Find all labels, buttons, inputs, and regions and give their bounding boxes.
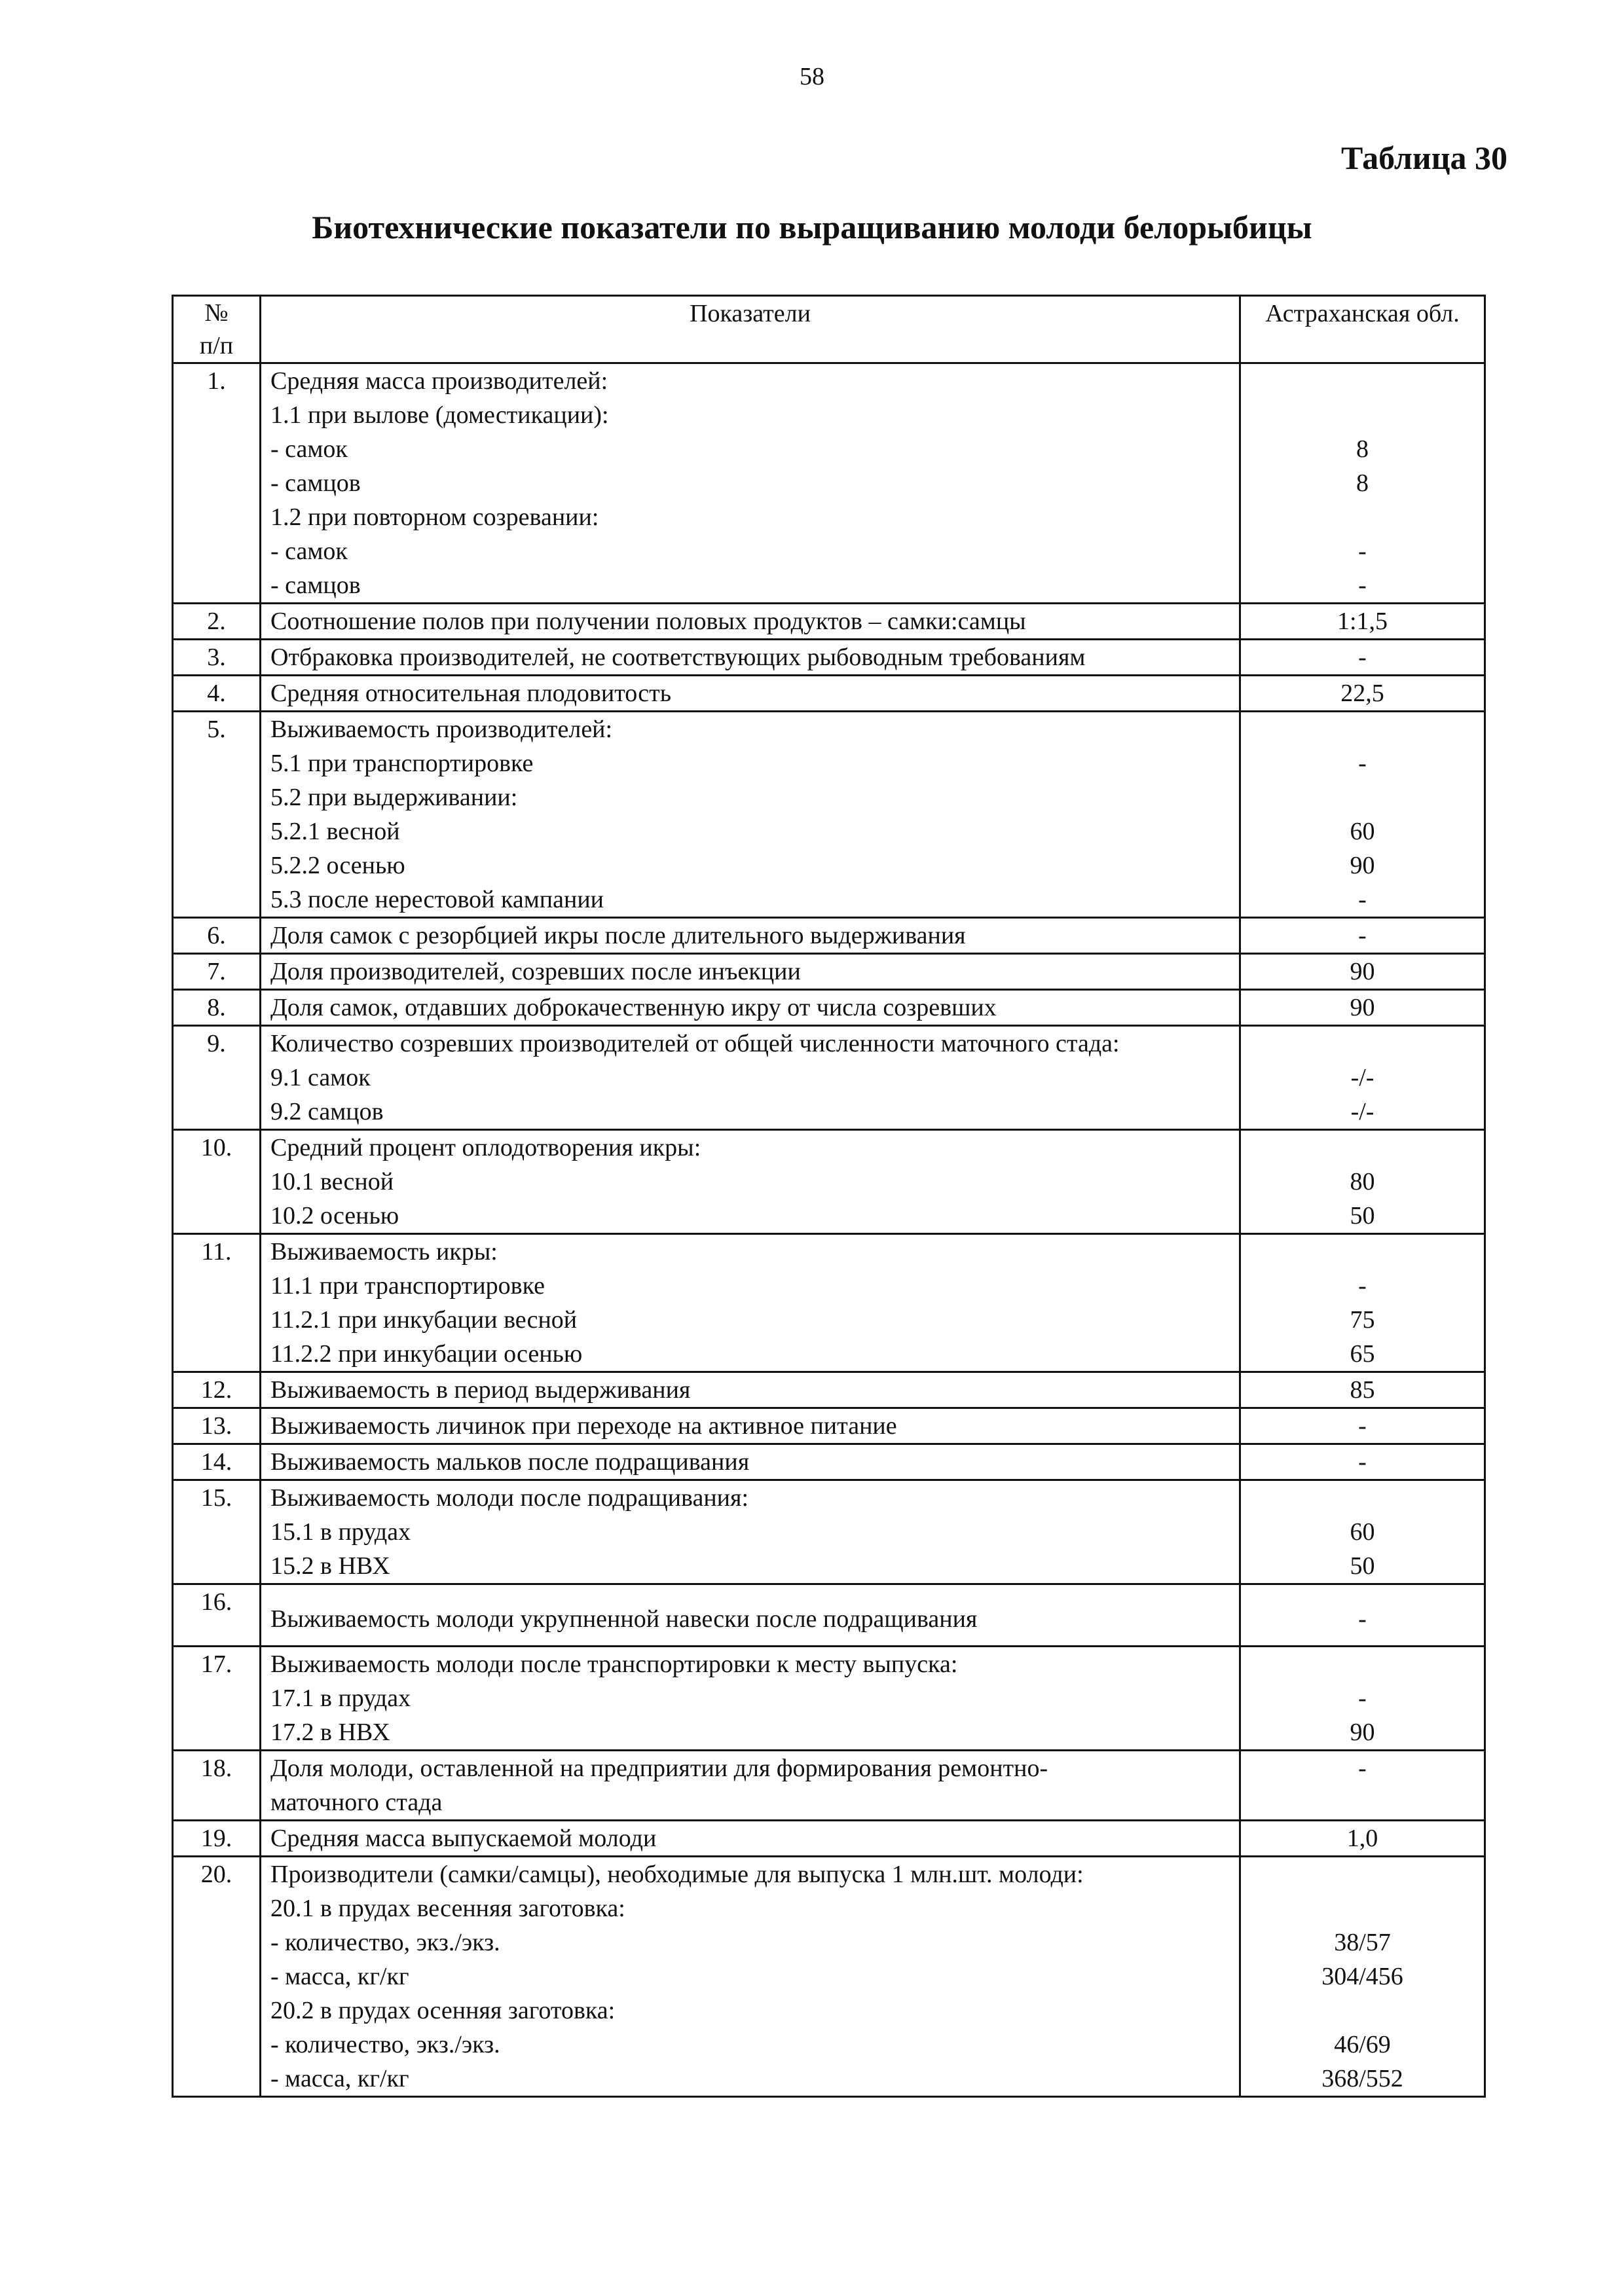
indicator-line: Доля производителей, созревших после инъекции: [270, 958, 801, 985]
value-line: [1250, 1647, 1475, 1681]
indicator-line: - масса, кг/кг: [270, 1963, 409, 1990]
indicator-line: Выживаемость молоди после подращивания:: [270, 1484, 749, 1512]
table-label: Таблица 30: [1340, 139, 1507, 176]
row-number: 20.: [173, 1857, 261, 2097]
header-indicator: Показатели: [261, 296, 1240, 363]
row-number: 4.: [173, 676, 261, 712]
page-title: Биотехнические показатели по выращиванию молоди белорыбицы: [312, 209, 1312, 246]
indicator-line: 11.1 при транспортировке: [270, 1272, 545, 1300]
value-line: 304/456: [1321, 1963, 1403, 1990]
row-indicator: [261, 676, 1240, 712]
value-line: -/-: [1350, 1064, 1375, 1091]
row-indicator: [261, 1026, 1240, 1130]
value-line: -: [1358, 538, 1367, 565]
indicator-line: Выживаемость личинок при переходе на активное питание: [270, 1412, 897, 1440]
row-number: 17.: [173, 1647, 261, 1751]
row-indicator: [261, 1751, 1240, 1821]
row-number: 5.: [173, 712, 261, 918]
value-line: -: [1358, 1448, 1367, 1476]
indicator-line: Выживаемость в период выдерживания: [270, 1376, 691, 1404]
value-line: 1,0: [1346, 1825, 1378, 1852]
indicator-line: Доля самок с резорбцией икры после длительного выдерживания: [270, 922, 966, 949]
value-line: [1250, 1891, 1475, 1925]
row-value: [1240, 1647, 1485, 1751]
table-row: [173, 1480, 1485, 1584]
value-line: 80: [1350, 1168, 1375, 1195]
value-line: -: [1358, 644, 1367, 671]
value-line: 90: [1350, 958, 1375, 985]
row-indicator: [261, 1372, 1240, 1408]
row-indicator: [261, 1584, 1240, 1647]
table-row: [173, 1130, 1485, 1234]
value-line: -: [1358, 1272, 1367, 1300]
indicator-line: 20.1 в прудах весенняя заготовка:: [270, 1895, 625, 1922]
value-line: [1250, 1027, 1475, 1061]
row-indicator: [261, 954, 1240, 990]
value-line: 368/552: [1321, 2065, 1403, 2092]
row-number: 1.: [173, 363, 261, 604]
value-line: 65: [1350, 1340, 1375, 1368]
table-row: [173, 990, 1485, 1026]
row-indicator: [261, 990, 1240, 1026]
value-line: 50: [1350, 1202, 1375, 1230]
indicator-line: Выживаемость производителей:: [270, 716, 613, 743]
table-row: [173, 1234, 1485, 1372]
row-number: 8.: [173, 990, 261, 1026]
table-row: [173, 676, 1485, 712]
row-number: 6.: [173, 918, 261, 954]
row-value: [1240, 1026, 1485, 1130]
indicator-line: 15.2 в НВХ: [270, 1552, 390, 1580]
indicator-line: 5.2.1 весной: [270, 818, 400, 845]
indicator-line: 9.2 самцов: [270, 1098, 384, 1125]
indicator-line: 5.1 при транспортировке: [270, 750, 534, 777]
value-line: [1250, 1857, 1475, 1891]
row-number: 15.: [173, 1480, 261, 1584]
indicator-line: - самок: [270, 435, 348, 463]
table-row: [173, 1647, 1485, 1751]
indicator-line: - масса, кг/кг: [270, 2065, 409, 2092]
row-indicator: [261, 1857, 1240, 2097]
page-number: 58: [800, 63, 824, 90]
row-value: [1240, 640, 1485, 676]
row-number: 11.: [173, 1234, 261, 1372]
row-number: 14.: [173, 1444, 261, 1480]
table-row: [173, 1444, 1485, 1480]
row-value: [1240, 712, 1485, 918]
table-header-row: [173, 296, 1485, 363]
indicator-line: 11.2.2 при инкубации осенью: [270, 1340, 583, 1368]
row-indicator: [261, 918, 1240, 954]
table-row: [173, 1751, 1485, 1821]
indicator-line: - самок: [270, 538, 348, 565]
indicator-line: Выживаемость мальков после подращивания: [270, 1448, 750, 1476]
table-row: [173, 1584, 1485, 1647]
table-row: [173, 954, 1485, 990]
row-value: [1240, 1821, 1485, 1857]
indicator-line: Количество созревших производителей от общей численности маточного стада:: [270, 1030, 1120, 1057]
row-number: 2.: [173, 604, 261, 640]
value-line: 90: [1350, 852, 1375, 879]
indicator-line: 1.1 при вылове (доместикации):: [270, 401, 609, 429]
indicator-line: 10.1 весной: [270, 1168, 394, 1195]
value-line: 1:1,5: [1337, 608, 1388, 635]
header-number: [173, 296, 261, 363]
row-value: [1240, 1444, 1485, 1480]
row-number: 16.: [173, 1584, 261, 1647]
indicator-line: Средняя масса производителей:: [270, 367, 608, 395]
row-value: [1240, 363, 1485, 604]
indicator-line: Отбраковка производителей, не соответствующих рыбоводным требованиям: [270, 644, 1086, 671]
indicator-line: 9.1 самок: [270, 1064, 371, 1091]
row-number: 9.: [173, 1026, 261, 1130]
value-line: 85: [1350, 1376, 1375, 1404]
row-indicator: [261, 604, 1240, 640]
row-value: [1240, 1234, 1485, 1372]
value-line: -: [1358, 750, 1367, 777]
row-value: [1240, 1480, 1485, 1584]
row-number: 10.: [173, 1130, 261, 1234]
value-line: 8: [1356, 435, 1369, 463]
value-line: -: [1358, 1412, 1367, 1440]
indicator-line: 10.2 осенью: [270, 1202, 399, 1230]
indicator-line: 11.2.1 при инкубации весной: [270, 1306, 578, 1334]
value-line: [1250, 1994, 1475, 2028]
row-value: [1240, 604, 1485, 640]
value-line: [1250, 712, 1475, 746]
indicator-line: Средний процент оплодотворения икры:: [270, 1134, 701, 1161]
value-line: 46/69: [1334, 2031, 1391, 2058]
value-line: -/-: [1350, 1098, 1375, 1125]
table-row: [173, 1026, 1485, 1130]
row-indicator: [261, 1444, 1240, 1480]
indicator-line: Доля молоди, оставленной на предприятии для формирования ремонтно-: [270, 1755, 1048, 1782]
value-line: [1250, 1481, 1475, 1515]
table-row: [173, 640, 1485, 676]
row-number: 3.: [173, 640, 261, 676]
indicator-line: Средняя относительная плодовитость: [270, 680, 672, 707]
row-value: [1240, 676, 1485, 712]
value-line: [1250, 780, 1475, 814]
row-number: 19.: [173, 1821, 261, 1857]
indicator-line: Выживаемость икры:: [270, 1238, 498, 1266]
table-row: [173, 918, 1485, 954]
row-indicator: [261, 1234, 1240, 1372]
row-indicator: [261, 712, 1240, 918]
table-row: [173, 712, 1485, 918]
table-row: [173, 363, 1485, 604]
value-line: 38/57: [1334, 1929, 1391, 1956]
value-line: [1250, 1235, 1475, 1269]
row-value: [1240, 1857, 1485, 2097]
indicator-line: - самцов: [270, 469, 361, 497]
table-body: [173, 363, 1485, 2097]
indicators-table: [172, 295, 1486, 2098]
row-number: 7.: [173, 954, 261, 990]
value-line: -: [1358, 886, 1367, 913]
value-line: -: [1358, 922, 1367, 949]
row-value: [1240, 1130, 1485, 1234]
indicator-line: 1.2 при повторном созревании:: [270, 503, 599, 531]
table-row: [173, 1408, 1485, 1444]
indicator-line: Выживаемость молоди укрупненной навески после подращивания: [270, 1605, 978, 1633]
indicator-line: маточного стада: [270, 1789, 443, 1816]
row-value: [1240, 1584, 1485, 1647]
indicator-line: Выживаемость молоди после транспортировки к месту выпуска:: [270, 1650, 958, 1678]
indicator-line: Средняя масса выпускаемой молоди: [270, 1825, 657, 1852]
value-line: -: [1358, 572, 1367, 599]
indicator-line: 15.1 в прудах: [270, 1518, 411, 1546]
header-region: Астраханская обл.: [1240, 296, 1485, 363]
row-value: [1240, 918, 1485, 954]
value-line: -: [1358, 1605, 1367, 1633]
value-line: 90: [1350, 994, 1375, 1021]
row-indicator: [261, 640, 1240, 676]
table-row: [173, 604, 1485, 640]
row-indicator: [261, 1480, 1240, 1584]
row-indicator: [261, 1130, 1240, 1234]
row-value: [1240, 954, 1485, 990]
value-line: [1250, 1131, 1475, 1165]
indicator-line: 17.2 в НВХ: [270, 1719, 390, 1746]
row-value: [1240, 1408, 1485, 1444]
value-line: -: [1358, 1685, 1367, 1712]
indicator-line: - количество, экз./экз.: [270, 2031, 500, 2058]
indicator-line: 5.3 после нерестовой кампании: [270, 886, 604, 913]
value-line: 90: [1350, 1719, 1375, 1746]
table-row: [173, 1372, 1485, 1408]
table-row: [173, 1821, 1485, 1857]
value-line: 60: [1350, 818, 1375, 845]
row-value: [1240, 1372, 1485, 1408]
row-indicator: [261, 1408, 1240, 1444]
row-number: 18.: [173, 1751, 261, 1821]
value-line: -: [1358, 1755, 1367, 1782]
value-line: 60: [1350, 1518, 1375, 1546]
indicator-line: 20.2 в прудах осенняя заготовка:: [270, 1997, 616, 2024]
row-number: 12.: [173, 1372, 261, 1408]
row-indicator: [261, 1821, 1240, 1857]
value-line: 50: [1350, 1552, 1375, 1580]
indicator-line: 5.2 при выдерживании:: [270, 784, 518, 811]
row-value: [1240, 1751, 1485, 1821]
row-number: 13.: [173, 1408, 261, 1444]
row-indicator: [261, 363, 1240, 604]
indicator-line: Доля самок, отдавших доброкачественную икру от числа созревших: [270, 994, 997, 1021]
header-number-line1: №: [204, 299, 229, 327]
header-number-line2: п/п: [199, 332, 234, 359]
indicator-line: 5.2.2 осенью: [270, 852, 405, 879]
indicator-line: Соотношение полов при получении половых продуктов – самки:самцы: [270, 608, 1026, 635]
indicator-line: - количество, экз./экз.: [270, 1929, 500, 1956]
row-value: [1240, 990, 1485, 1026]
value-line: [1250, 364, 1475, 398]
value-line: [1250, 398, 1475, 432]
indicator-line: Производители (самки/самцы), необходимые для выпуска 1 млн.шт. молоди:: [270, 1861, 1084, 1888]
indicator-line: 17.1 в прудах: [270, 1685, 411, 1712]
indicator-line: - самцов: [270, 572, 361, 599]
value-line: 8: [1356, 469, 1369, 497]
value-line: 75: [1350, 1306, 1375, 1334]
value-line: [1250, 500, 1475, 534]
row-indicator: [261, 1647, 1240, 1751]
value-line: 22,5: [1340, 680, 1384, 707]
table-row: [173, 1857, 1485, 2097]
